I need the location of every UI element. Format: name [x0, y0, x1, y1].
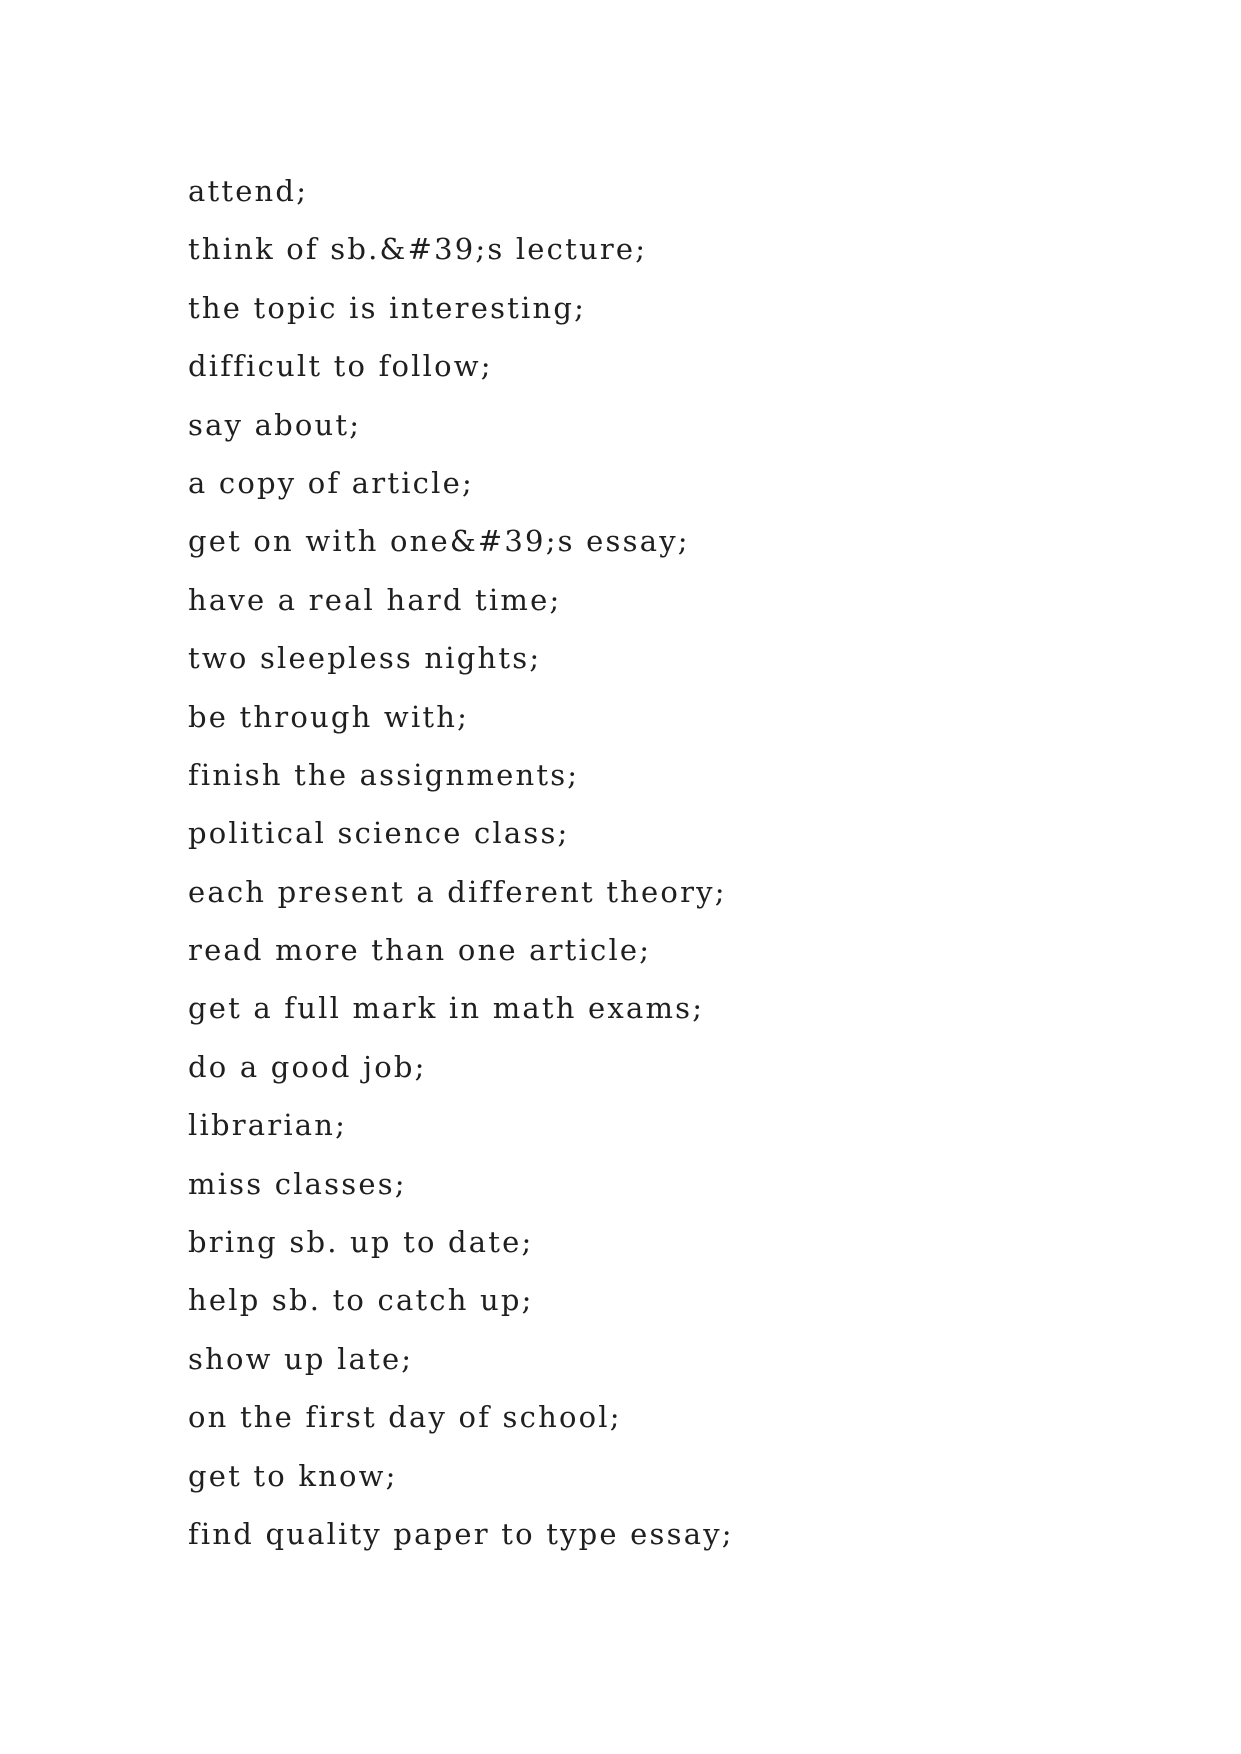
phrase-line: be through with;: [188, 699, 470, 734]
phrase-line: get to know;: [188, 1458, 398, 1493]
phrase-line: finish the assignments;: [188, 757, 580, 792]
phrase-list: [188, 162, 734, 1563]
phrase-line: have a real hard time;: [188, 582, 562, 617]
phrase-line: help sb. to catch up;: [188, 1283, 534, 1318]
phrase-line: miss classes;: [188, 1166, 407, 1201]
phrase-line: get on with one&#39;s essay;: [188, 524, 690, 559]
phrase-line: librarian;: [188, 1108, 348, 1143]
phrase-line: bring sb. up to date;: [188, 1225, 534, 1260]
phrase-line: on the first day of school;: [188, 1400, 622, 1435]
phrase-line: read more than one article;: [188, 933, 652, 968]
phrase-line: each present a different theory;: [188, 874, 727, 909]
phrase-line: two sleepless nights;: [188, 641, 542, 676]
phrase-line: think of sb.&#39;s lecture;: [188, 232, 648, 267]
phrase-line: do a good job;: [188, 1049, 427, 1084]
phrase-line: show up late;: [188, 1341, 414, 1376]
phrase-line: attend;: [188, 174, 309, 208]
phrase-line: difficult to follow;: [188, 349, 493, 384]
phrase-line: find quality paper to type essay;: [188, 1516, 734, 1551]
phrase-line: say about;: [188, 407, 362, 442]
phrase-line: get a full mark in math exams;: [188, 991, 705, 1026]
phrase-line: the topic is interesting;: [188, 290, 587, 325]
phrase-line: political science class;: [188, 816, 570, 851]
phrase-line: a copy of article;: [188, 465, 474, 500]
